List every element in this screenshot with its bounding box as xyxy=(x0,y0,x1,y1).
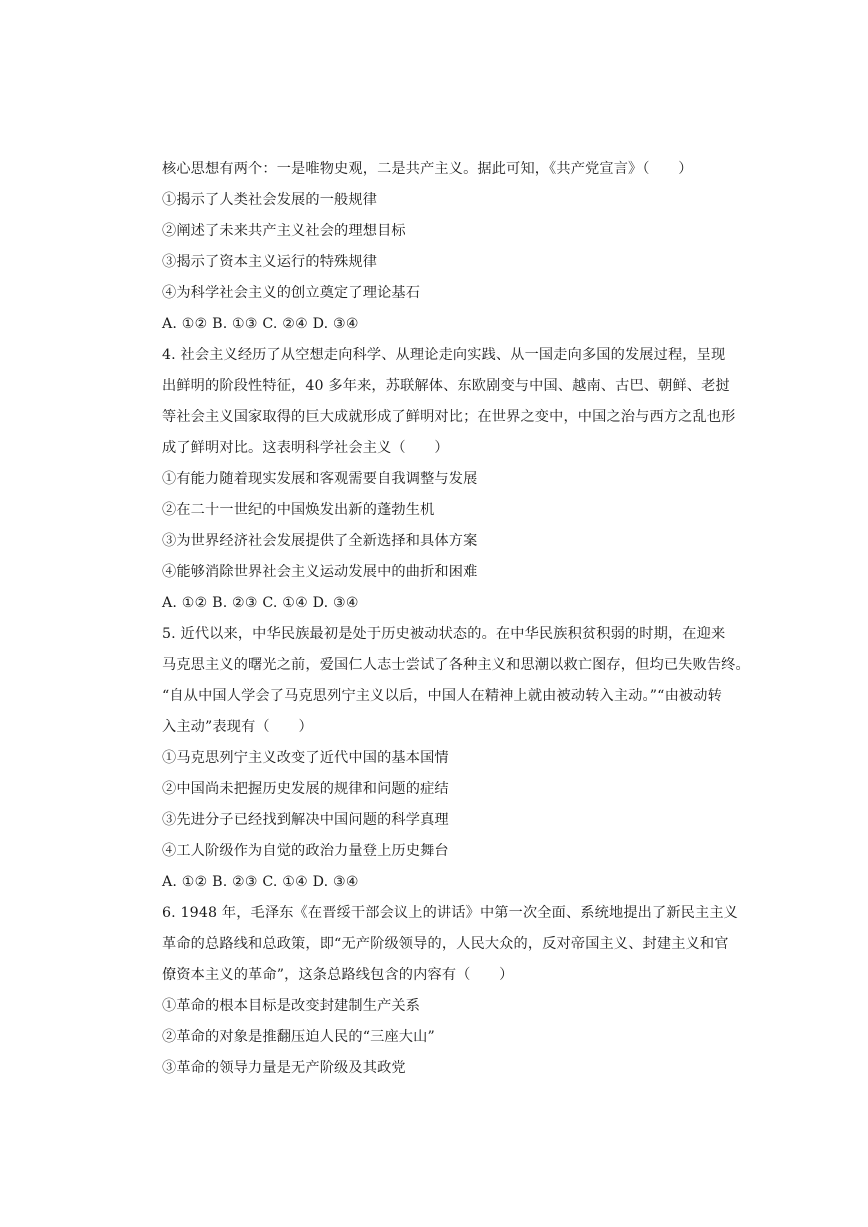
q4-option-3: ③为世界经济社会发展提供了全新选择和具体方案 xyxy=(162,533,478,549)
q6-stem-line-3: 僚资本主义的革命”，这条总路线包含的内容有（ ） xyxy=(162,967,514,983)
q5-stem-line-3: “自从中国人学会了马克思列宁主义以后，中国人在精神上就由被动转入主动。”“由被动转 xyxy=(162,688,722,704)
q6-stem-line-1: 6. 1948 年，毛泽东《在晋绥干部会议上的讲话》中第一次全面、系统地提出了新民主主义 xyxy=(162,905,739,921)
q4-option-1: ①有能力随着现实发展和客观需要自我调整与发展 xyxy=(162,471,478,487)
q4-option-4: ④能够消除世界社会主义运动发展中的曲折和困难 xyxy=(162,564,478,580)
q5-stem-line-4: 入主动”表现有（ ） xyxy=(162,719,313,735)
q4-stem-line-4: 成了鲜明对比。这表明科学社会主义（ ） xyxy=(162,440,449,456)
q3-option-1: ①揭示了人类社会发展的一般规律 xyxy=(162,192,378,208)
q5-stem-line-1: 5. 近代以来，中华民族最初是处于历史被动状态的。在中华民族积贫积弱的时期，在迎来 xyxy=(162,626,726,642)
q6-stem-line-2: 革命的总路线和总政策，即“无产阶级领导的，人民大众的，反对帝国主义、封建主义和官 xyxy=(162,936,729,952)
q5-option-1: ①马克思列宁主义改变了近代中国的基本国情 xyxy=(162,750,449,766)
q6-option-1: ①革命的根本目标是改变封建制生产关系 xyxy=(162,998,421,1014)
q3-stem-tail: 核心思想有两个：一是唯物史观，二是共产主义。据此可知，《共产党宣言》（ ） xyxy=(162,161,693,177)
q4-stem-line-3: 等社会主义国家取得的巨大成就形成了鲜明对比；在世界之变中，中国之治与西方之乱也形 xyxy=(162,409,736,425)
q4-stem-line-1: 4. 社会主义经历了从空想走向科学、从理论走向实践、从一国走向多国的发展过程，呈现 xyxy=(162,347,726,363)
q4-stem-line-2: 出鲜明的阶段性特征，40 多年来，苏联解体、东欧剧变与中国、越南、古巴、朝鲜、老挝 xyxy=(162,378,730,394)
q3-choices: A. ①② B. ①③ C. ②④ D. ③④ xyxy=(162,316,359,332)
q3-option-2: ②阐述了未来共产主义社会的理想目标 xyxy=(162,223,406,239)
q6-option-2: ②革命的对象是推翻压迫人民的“三座大山” xyxy=(162,1029,435,1045)
q6-option-3: ③革命的领导力量是无产阶级及其政党 xyxy=(162,1060,406,1076)
q5-option-3: ③先进分子已经找到解决中国问题的科学真理 xyxy=(162,812,449,828)
q3-option-3: ③揭示了资本主义运行的特殊规律 xyxy=(162,254,378,270)
q4-choices: A. ①② B. ②③ C. ①④ D. ③④ xyxy=(162,595,359,611)
q3-option-4: ④为科学社会主义的创立奠定了理论基石 xyxy=(162,285,421,301)
q4-option-2: ②在二十一世纪的中国焕发出新的蓬勃生机 xyxy=(162,502,435,518)
q5-option-4: ④工人阶级作为自觉的政治力量登上历史舞台 xyxy=(162,843,449,859)
q5-choices: A. ①② B. ②③ C. ①④ D. ③④ xyxy=(162,874,359,890)
q5-stem-line-2: 马克思主义的曙光之前，爱国仁人志士尝试了各种主义和思潮以救亡图存，但均已失败告终。 xyxy=(162,657,750,673)
q5-option-2: ②中国尚未把握历史发展的规律和问题的症结 xyxy=(162,781,449,797)
